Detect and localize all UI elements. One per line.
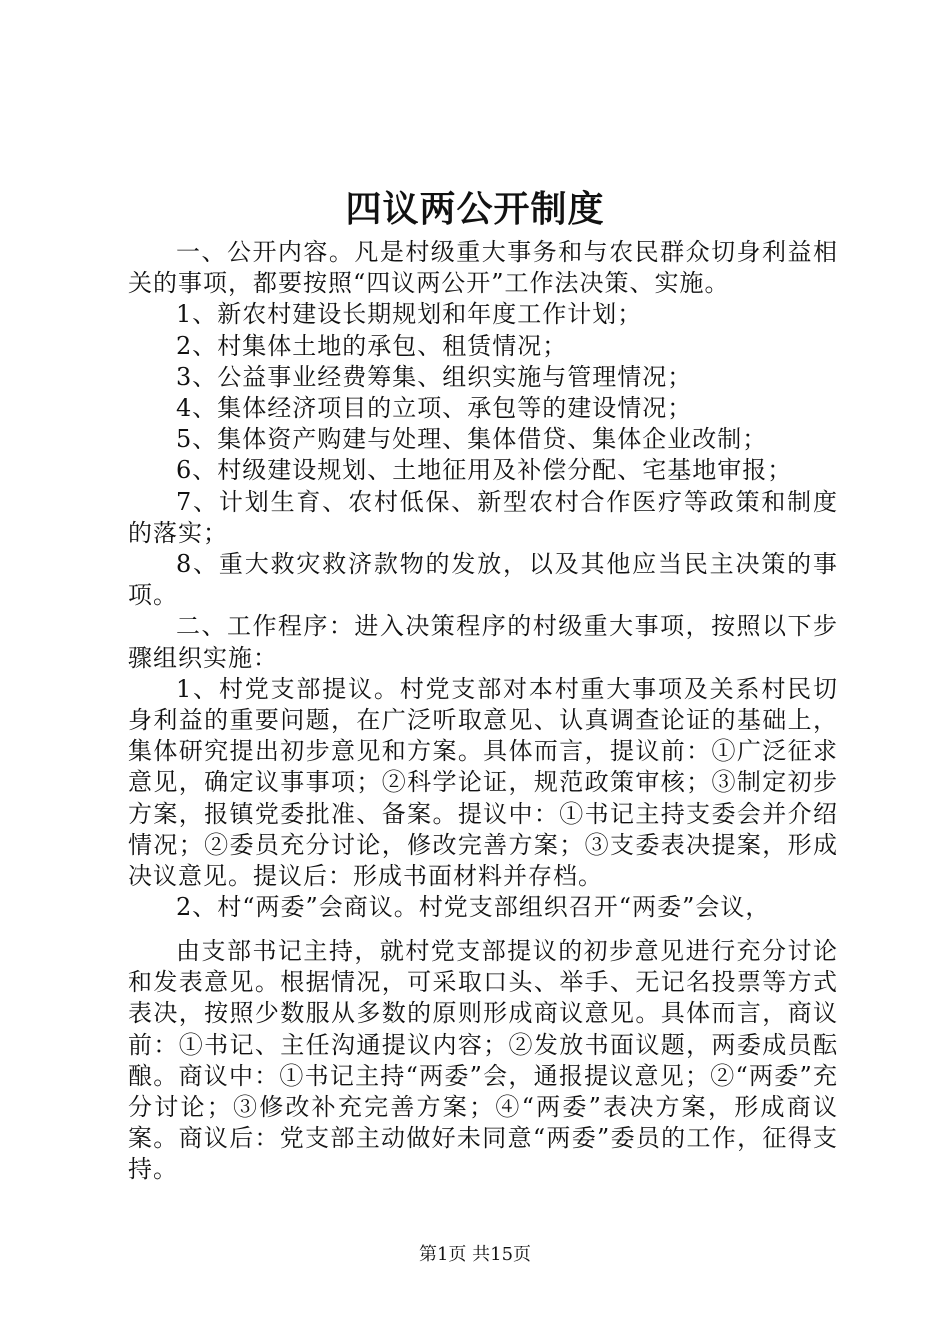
paragraph: 3、公益事业经费筹集、组织实施与管理情况；: [176, 362, 693, 391]
paragraph: 1、村党支部提议。村党支部对本村重大事项及关系村民切身利益的重要问题，在广泛听取意见、认真调查论证的基础上，集体研究提出初步意见和方案。具体而言，提议前：①广泛征求意见，确定议事事项；②科学论证，规范政策审核；③制定初步方案，报镇党委批准、备案。提议中：①书记主持支委会并介绍情况；②委员充分讨论，修改完善方案；③支委表决提案，形成决议意见。提议后：形成书面材料并存档。: [128, 674, 838, 891]
paragraph: 5、集体资产购建与处理、集体借贷、集体企业改制；: [176, 425, 768, 454]
paragraph: 2、村“两委”会商议。村党支部组织召开“两委”会议，: [176, 893, 771, 922]
paragraph: 一、公开内容。凡是村级重大事务和与农民群众切身利益相关的事项，都要按照“四议两公开”工作法决策、实施。: [128, 238, 838, 298]
body-text-top: [128, 237, 838, 923]
page-footer: 第1页 共15页: [418, 1244, 532, 1265]
paragraph: 4、集体经济项目的立项、承包等的建设情况；: [176, 394, 693, 423]
paragraph: 8、重大救灾救济款物的发放，以及其他应当民主决策的事项。: [128, 550, 838, 610]
paragraph: 由支部书记主持，就村党支部提议的初步意见进行充分讨论和发表意见。根据情况，可采取口头、举手、无记名投票等方式表决，按照少数服从多数的原则形成商议意见。具体而言，商议前：①书记、主任沟通提议内容；②发放书面议题，两委成员酝酿。商议中：①书记主持“两委”会，通报提议意见；②“两委”充分讨论；③修改补充完善方案；④“两委”表决方案，形成商议案。商议后：党支部主动做好未同意“两委”委员的工作，征得支持。: [128, 937, 838, 1184]
paragraph: 2、村集体土地的承包、租赁情况；: [176, 331, 568, 360]
paragraph: 7、计划生育、农村低保、新型农村合作医疗等政策和制度的落实；: [128, 487, 838, 547]
body-text-bottom: [128, 936, 838, 1186]
paragraph: 6、村级建设规划、土地征用及补偿分配、宅基地审报；: [176, 456, 793, 485]
paragraph: 1、新农村建设长期规划和年度工作计划；: [176, 300, 643, 329]
document-title: 四议两公开制度: [345, 188, 605, 230]
paragraph: 二、工作程序：进入决策程序的村级重大事项，按照以下步骤组织实施：: [128, 612, 838, 672]
